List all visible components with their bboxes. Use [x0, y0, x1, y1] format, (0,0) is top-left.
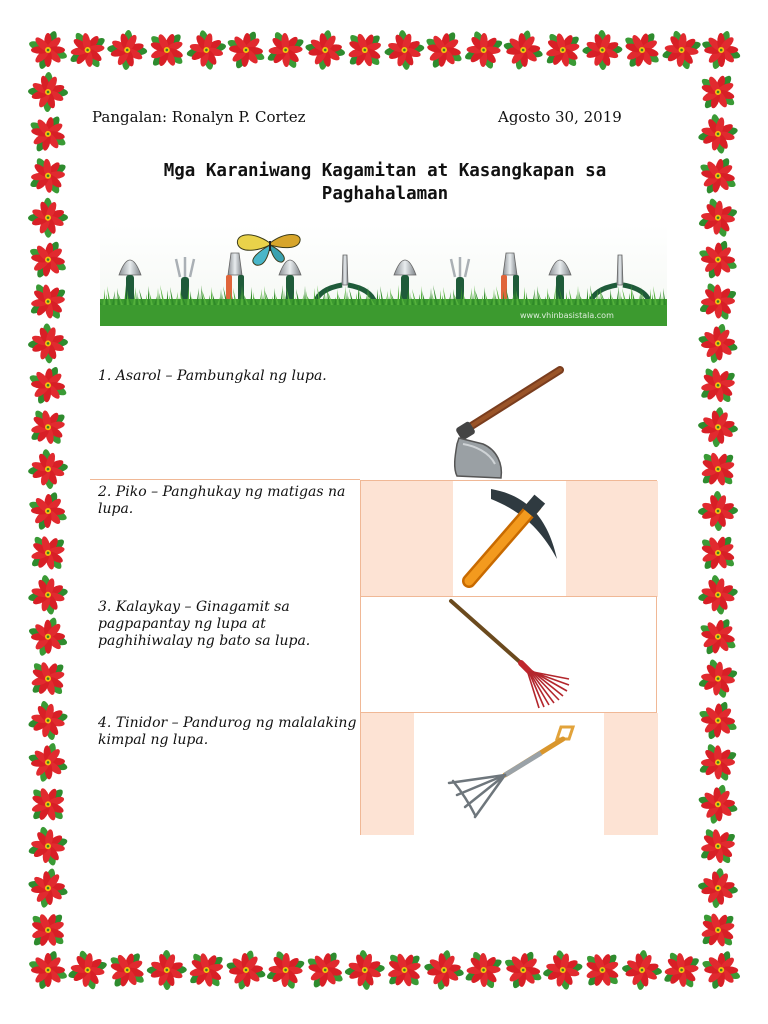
poinsettia-flower-icon: [576, 944, 629, 997]
poinsettia-flower-icon: [20, 567, 76, 623]
poinsettia-flower-icon: [21, 777, 75, 831]
poinsettia-flower-icon: [690, 106, 746, 162]
poinsettia-flower-icon: [257, 21, 314, 78]
poinsettia-flower-icon: [59, 942, 116, 999]
poinsettia-flower-icon: [27, 616, 68, 657]
poinsettia-flower-icon: [28, 30, 69, 71]
banner-watermark: www.vhinbasistala.com: [520, 311, 614, 320]
poinsettia-flower-icon: [301, 26, 349, 74]
poinsettia-flower-icon: [224, 28, 268, 72]
poinsettia-flower-icon: [28, 950, 69, 991]
poinsettia-flower-icon: [377, 23, 432, 78]
poinsettia-flower-icon: [20, 273, 77, 330]
poinsettia-flower-icon: [20, 399, 76, 455]
rake-image-cell: [360, 596, 657, 713]
poinsettia-flower-icon: [694, 864, 743, 913]
poinsettia-flower-icon: [25, 237, 71, 283]
garden-tools-banner: [100, 225, 667, 326]
garden-fork-icon: [443, 717, 578, 822]
hoe-icon: [445, 360, 570, 485]
poinsettia-flower-icon: [693, 403, 742, 452]
page-title: Mga Karaniwang Kagamitan at Kasangkapan sa Paghahalaman: [163, 161, 607, 204]
poinsettia-flower-icon: [576, 24, 629, 77]
poinsettia-flower-icon: [689, 650, 746, 707]
poinsettia-flower-icon: [338, 23, 392, 77]
poinsettia-flower-icon: [141, 24, 194, 77]
poinsettia-flower-icon: [25, 865, 70, 910]
poinsettia-flower-icon: [26, 363, 70, 407]
poinsettia-flower-icon: [692, 527, 744, 579]
poinsettia-flower-icon: [697, 239, 739, 281]
poinsettia-flower-icon: [21, 651, 76, 706]
poinsettia-flower-icon: [690, 567, 746, 623]
poinsettia-flower-icon: [22, 904, 75, 957]
poinsettia-flower-icon: [692, 66, 743, 117]
item-piko-text: 2. Piko – Panghukay ng matigas na lupa.: [98, 484, 346, 517]
poinsettia-flower-icon: [696, 321, 741, 366]
poinsettia-flower-icon: [178, 22, 234, 78]
poinsettia-flower-icon: [377, 943, 432, 998]
rake-icon: [441, 597, 581, 713]
poinsettia-flower-icon: [301, 946, 349, 994]
poinsettia-flower-icon: [420, 26, 467, 73]
poinsettia-flower-icon: [102, 945, 152, 995]
poinsettia-flower-icon: [455, 941, 512, 998]
poinsettia-flower-icon: [224, 948, 268, 992]
poinsettia-flower-icon: [689, 734, 747, 792]
date-text: Agosto 30, 2019: [498, 108, 622, 126]
poinsettia-flower-icon: [617, 25, 667, 75]
poinsettia-flower-icon: [22, 66, 73, 117]
poinsettia-flower-icon: [420, 946, 467, 993]
poinsettia-flower-icon: [455, 21, 512, 78]
item-tinidor-text: 4. Tinidor – Pandurog ng malalaking kimpal ng lupa.: [98, 715, 357, 748]
poinsettia-flower-icon: [501, 948, 546, 993]
poinsettia-flower-icon: [690, 818, 747, 875]
poinsettia-flower-icon: [653, 941, 710, 998]
poinsettia-flower-icon: [338, 943, 392, 997]
poinsettia-flower-icon: [692, 485, 745, 538]
poinsettia-flower-icon: [617, 945, 667, 995]
poinsettia-flower-icon: [24, 110, 72, 158]
pickaxe-image-cell: [360, 480, 657, 596]
item-asarol-text: 1. Asarol – Pambungkal ng lupa.: [98, 368, 327, 384]
poinsettia-flower-icon: [701, 29, 742, 70]
poinsettia-flower-icon: [102, 25, 152, 75]
poinsettia-flower-icon: [694, 152, 741, 199]
poinsettia-flower-icon: [691, 442, 746, 497]
poinsettia-flower-icon: [20, 525, 76, 581]
poinsettia-flower-icon: [701, 949, 742, 990]
student-name: Pangalan: Ronalyn P. Cortez: [92, 108, 306, 126]
poinsettia-flower-icon: [696, 782, 740, 826]
poinsettia-flower-icon: [20, 692, 76, 748]
poinsettia-flower-icon: [20, 818, 77, 875]
poinsettia-flower-icon: [690, 357, 747, 414]
poinsettia-flower-icon: [535, 22, 591, 78]
fork-image-cell: [360, 713, 657, 835]
pickaxe-icon: [455, 485, 565, 595]
poinsettia-flower-icon: [19, 147, 76, 204]
poinsettia-flower-icon: [501, 28, 546, 73]
item-kalaykay-text: 3. Kalaykay – Ginagamit sa pagpapantay ng lupa at paghihiwalay ng bato sa lupa.: [98, 599, 311, 649]
poinsettia-flower-icon: [691, 903, 746, 958]
poinsettia-flower-icon: [141, 944, 194, 997]
poinsettia-flower-icon: [653, 21, 710, 78]
poinsettia-flower-icon: [26, 741, 69, 784]
poinsettia-flower-icon: [21, 317, 75, 371]
poinsettia-flower-icon: [257, 941, 314, 998]
poinsettia-flower-icon: [689, 189, 746, 246]
poinsettia-flower-icon: [535, 942, 591, 998]
row-divider: [90, 479, 360, 480]
poinsettia-flower-icon: [178, 942, 234, 998]
poinsettia-flower-icon: [694, 613, 742, 661]
poinsettia-flower-icon: [22, 191, 75, 244]
poinsettia-flower-icon: [689, 273, 746, 330]
poinsettia-flower-icon: [697, 699, 740, 742]
poinsettia-flower-icon: [21, 442, 76, 497]
poinsettia-flower-icon: [59, 22, 116, 79]
poinsettia-flower-icon: [27, 490, 69, 532]
